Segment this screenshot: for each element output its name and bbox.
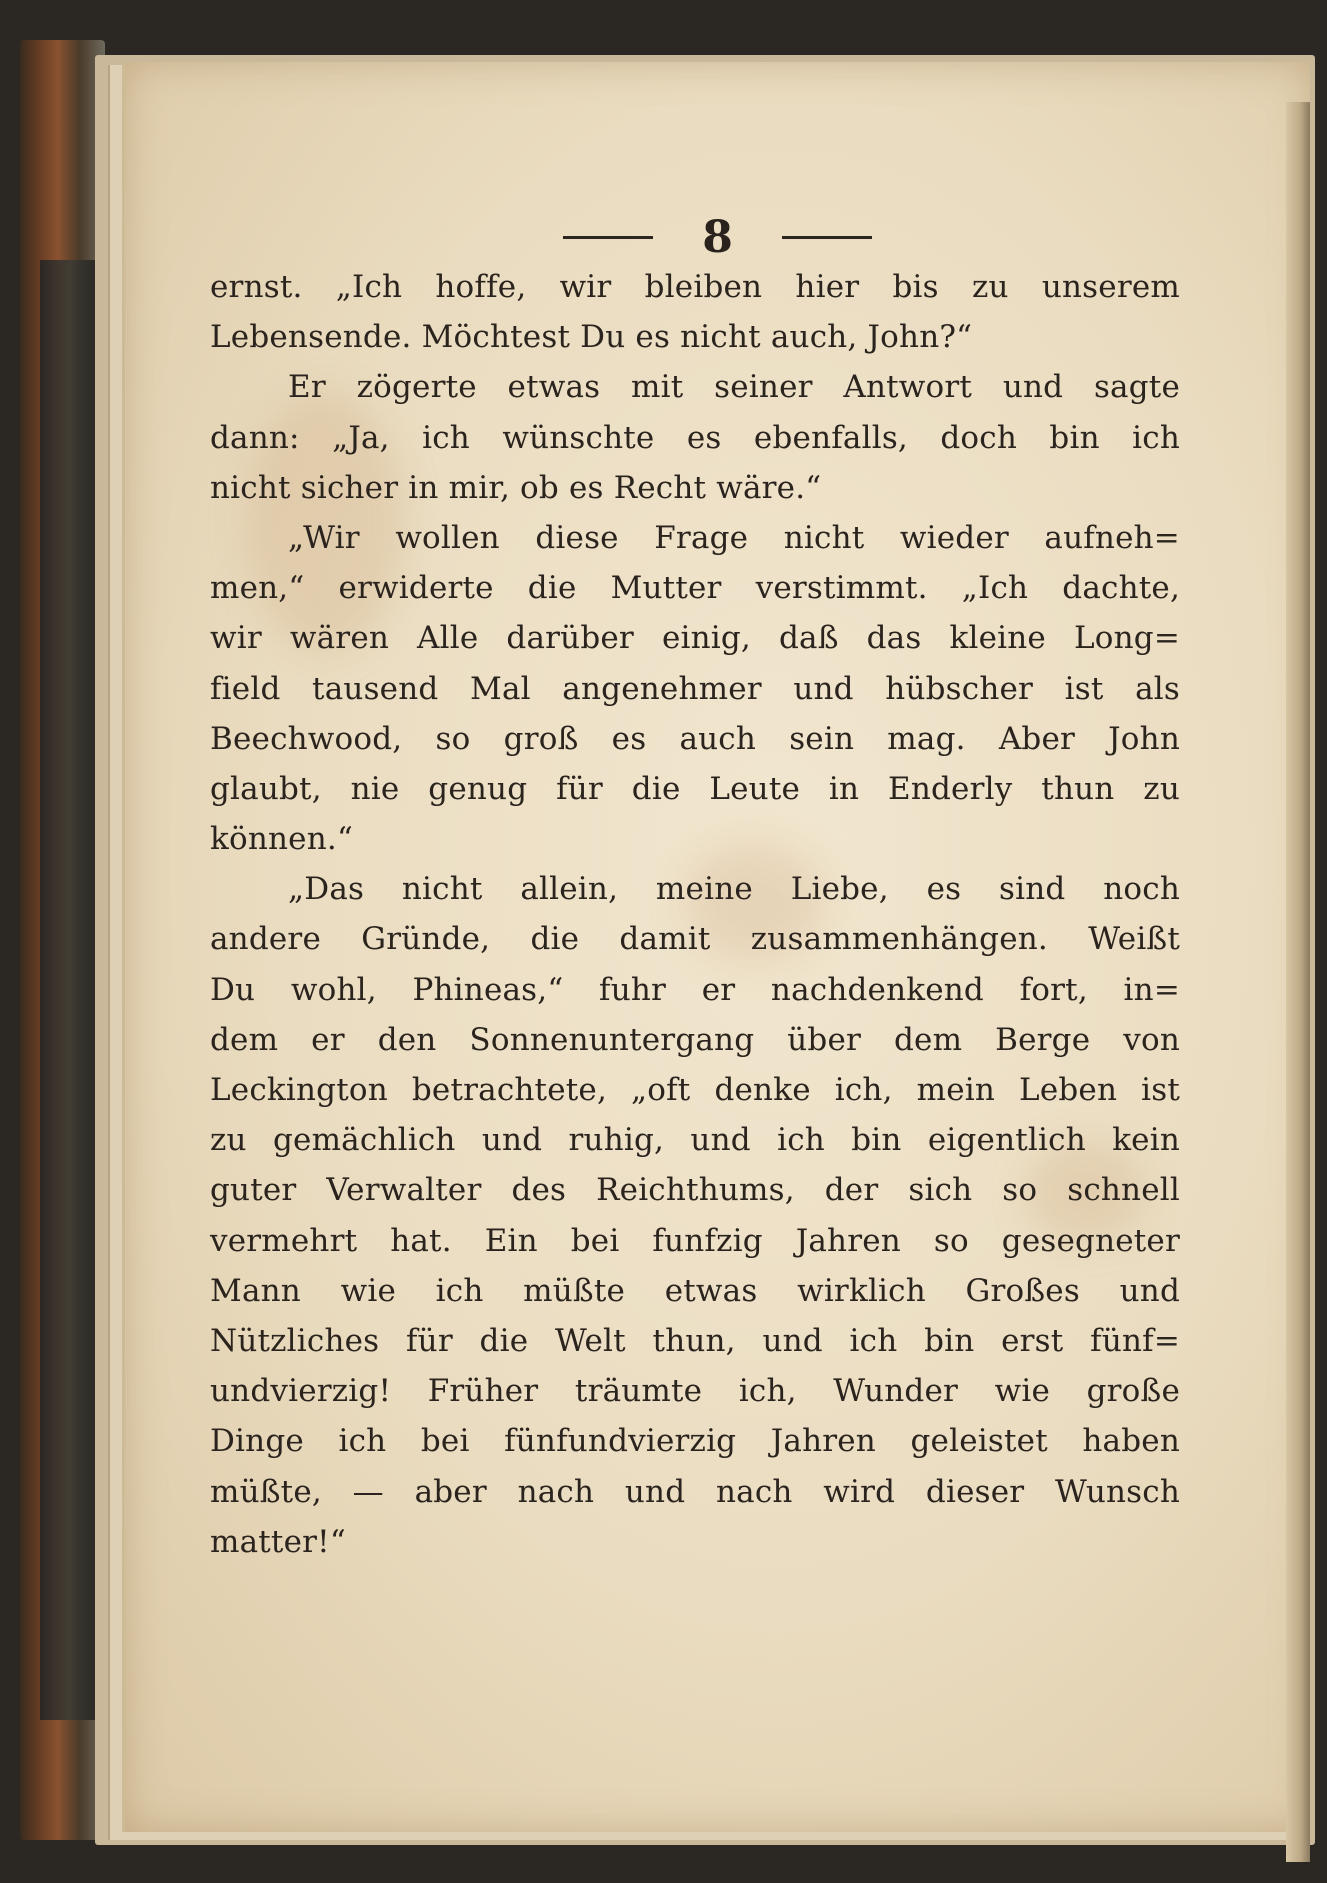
- text-line: matter!“: [210, 1523, 346, 1560]
- page-right-edge: [1286, 102, 1310, 1862]
- text-line: Beechwood, so groß es auch sein mag. Aber John: [210, 720, 1180, 757]
- text-line: Lebensende. Möchtest Du es nicht auch, John?“: [210, 319, 973, 356]
- text-line: andere Gründe, die damit zusammenhängen. Weißt: [210, 921, 1180, 958]
- text-line: dem er den Sonnenuntergang über dem Berge von: [210, 1021, 1180, 1058]
- text-line: wir wären Alle darüber einig, daß das kleine Long=: [210, 620, 1180, 657]
- text-line: Leckington betrachtete, „oft denke ich, mein Leben ist: [210, 1072, 1180, 1108]
- text-line: glaubt, nie genug für die Leute in Enderly thun zu: [210, 770, 1180, 807]
- text-line: nicht sicher in mir, ob es Recht wäre.“: [210, 469, 822, 506]
- text-line: „Wir wollen diese Frage nicht wieder aufneh=: [288, 519, 1180, 556]
- text-line: Mann wie ich müßte etwas wirklich Großes und: [210, 1272, 1180, 1309]
- page-body-text: [210, 262, 1180, 1567]
- page-number: 8: [702, 212, 733, 263]
- header-rule-right: [782, 236, 872, 239]
- header-rule-left: [563, 236, 653, 239]
- binding-cloth-strip: [40, 260, 100, 1720]
- text-line: zu gemächlich und ruhig, und ich bin eigentlich kein: [210, 1122, 1180, 1159]
- text-line: dann: „Ja, ich wünschte es ebenfalls, doch bin ich: [210, 419, 1180, 456]
- text-line: field tausend Mal angenehmer und hübscher ist als: [210, 670, 1180, 707]
- text-line: „Das nicht allein, meine Liebe, es sind noch: [288, 871, 1180, 908]
- text-line: können.“: [210, 821, 353, 858]
- text-line: vermehrt hat. Ein bei funfzig Jahren so gesegneter: [210, 1222, 1180, 1259]
- text-line: undvierzig! Früher träumte ich, Wunder wie große: [210, 1373, 1180, 1410]
- text-line: Er zögerte etwas mit seiner Antwort und sagte: [288, 369, 1180, 406]
- text-line: guter Verwalter des Reichthums, der sich so schnell: [210, 1172, 1180, 1209]
- text-line: men,“ erwiderte die Mutter verstimmt. „Ich dachte,: [210, 570, 1180, 607]
- text-line: Dinge ich bei fünfundvierzig Jahren geleistet haben: [210, 1423, 1180, 1460]
- text-line: müßte, — aber nach und nach wird dieser Wunsch: [210, 1473, 1180, 1510]
- text-line: Du wohl, Phineas,“ fuhr er nachdenkend fort, in=: [210, 971, 1180, 1008]
- text-line: ernst. „Ich hoffe, wir bleiben hier bis zu unserem: [210, 269, 1180, 305]
- text-line: Nützliches für die Welt thun, und ich bin erst fünf=: [210, 1322, 1180, 1359]
